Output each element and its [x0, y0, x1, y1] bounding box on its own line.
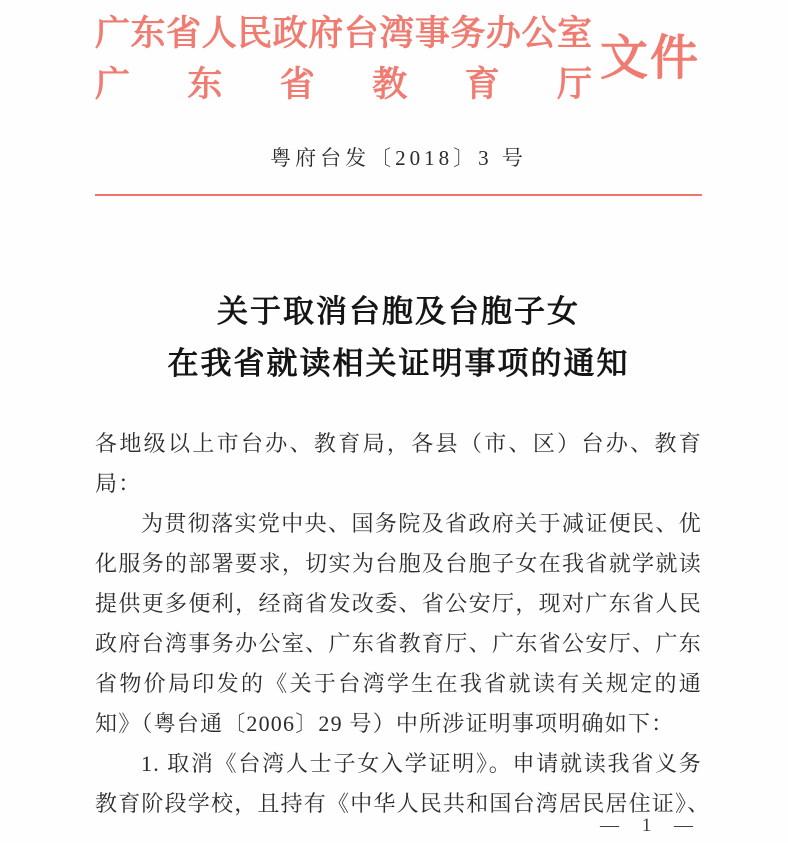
agency-name-taiwan-affairs-office: 广东省人民政府台湾事务办公室	[95, 14, 592, 53]
page-footer	[402, 815, 702, 837]
document-reference-number: 粤府台发〔2018〕3 号	[270, 146, 527, 170]
body-line: 政府台湾事务办公室、广东省教育厅、广东省公安厅、广东	[95, 631, 702, 656]
body-line: 局：	[95, 471, 142, 496]
body-line: 提供更多便利，经商省发改委、省公安厅，现对广东省人民	[95, 591, 702, 616]
body-line: 1. 取消《台湾人士子女入学证明》。申请就读我省义务	[141, 751, 702, 776]
body-line: 化服务的部署要求，切实为台胞及台胞子女在我省就学就读	[95, 551, 702, 576]
document-title	[95, 286, 702, 390]
document-label: 文件	[600, 32, 701, 85]
document-letterhead	[95, 8, 707, 110]
issuing-agencies	[95, 8, 592, 110]
body-line: 教育阶段学校，且持有《中华人民共和国台湾居民居住证》、	[95, 791, 711, 816]
document-body	[95, 424, 711, 824]
red-divider-line	[95, 194, 702, 196]
page-number: — 1 —	[600, 815, 702, 836]
title-line-2: 在我省就读相关证明事项的通知	[167, 346, 630, 381]
body-line: 省物价局印发的《关于台湾学生在我省就读有关规定的通	[95, 671, 702, 696]
agency-name-education-department: 广东省教育厅	[95, 65, 592, 104]
body-line: 各地级以上市台办、教育局，各县（市、区）台办、教育	[95, 431, 702, 456]
title-line-1: 关于取消台胞及台胞子女	[217, 294, 580, 329]
body-line: 知》（粤台通〔2006〕29 号）中所涉证明事项明确如下：	[95, 711, 675, 736]
body-line: 为贯彻落实党中央、国务院及省政府关于减证便民、优	[141, 511, 702, 536]
